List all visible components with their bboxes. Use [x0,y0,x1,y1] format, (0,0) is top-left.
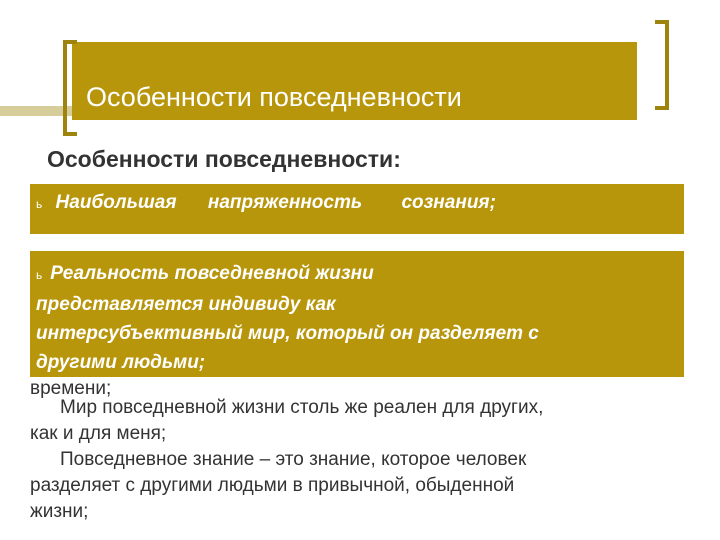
highlight-box-reality [30,251,684,377]
box2-line: ь Реальность повседневной жизни [36,263,374,284]
box2-line: интерсубъективный мир, который он разделяет с [36,323,539,344]
paragraph-line: Мир повседневной жизни столь же реален для других, [60,397,544,418]
body-text [30,395,690,525]
box2-line: другими людьми; [36,352,206,373]
paragraph-line: жизни; [30,501,89,522]
right-bracket-decoration [655,20,669,110]
box2-line: представляется индивиду как [36,294,336,315]
section-heading: Особенности повседневности: [47,146,401,172]
box1-word: сознания; [401,192,496,213]
bullet-icon: ь [36,197,43,211]
box1-word: Наибольшая [55,192,177,213]
box1-word: напряженность [207,192,363,213]
highlight-box-consciousness [30,184,684,234]
paragraph-line: как и для меня; [30,423,167,444]
slide-title: Особенности повседневности [86,82,462,112]
bullet-icon: ь [36,268,43,282]
paragraph-line: разделяет с другими людьми в привычной, обыденной [30,475,515,496]
left-bracket-decoration [63,40,77,136]
paragraph-line: Повседневное знание – это знание, которое человек [60,449,527,470]
overlapping-text: времени; [30,378,112,399]
